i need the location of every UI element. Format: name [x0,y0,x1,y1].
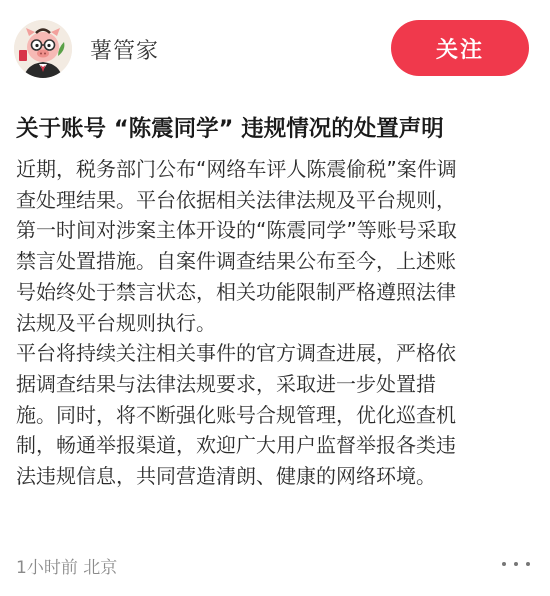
post-footer [16,553,536,577]
post-body-line: 查处理结果。平台依据相关法律法规及平台规则， [16,187,456,212]
pig-avatar-icon [14,20,72,78]
avatar[interactable] [14,20,72,78]
account-name[interactable]: 薯管家 [90,39,160,64]
dot [526,562,530,566]
post-header [0,0,550,100]
post-body-line: 制，畅通举报渠道，欢迎广大用户监督举报各类违 [16,433,456,458]
post-body-line: 施。同时，将不断强化账号合规管理，优化巡查机 [16,402,456,427]
post-body-line: 号始终处于禁言状态，相关功能限制严格遵照法律 [16,279,456,304]
follow-button[interactable]: 关注 [391,20,529,76]
post-body-line: 近期，税务部门公布“网络车评人陈震偷税”案件调 [16,157,457,181]
more-dots-icon[interactable] [502,553,530,575]
post-body-line: 第一时间对涉案主体开设的“陈震同学”等账号采取 [16,218,457,243]
post-body [16,154,536,492]
post-body-line: 法规及平台规则执行。 [16,310,216,335]
dot [502,562,506,566]
dot [514,562,518,566]
post-body-line: 禁言处置措施。自案件调查结果公布至今，上述账 [16,249,456,274]
post-meta: 1小时前 北京 [16,558,118,578]
post-body-line: 法违规信息，共同营造清朗、健康的网络环境。 [16,464,436,489]
post-body-line: 平台将持续关注相关事件的官方调查进展，严格依 [16,341,456,366]
post-title: 关于账号 “陈震同学” 违规情况的处置声明 [16,116,444,142]
post-body-line: 据调查结果与法律法规要求，采取进一步处置措 [16,371,436,396]
